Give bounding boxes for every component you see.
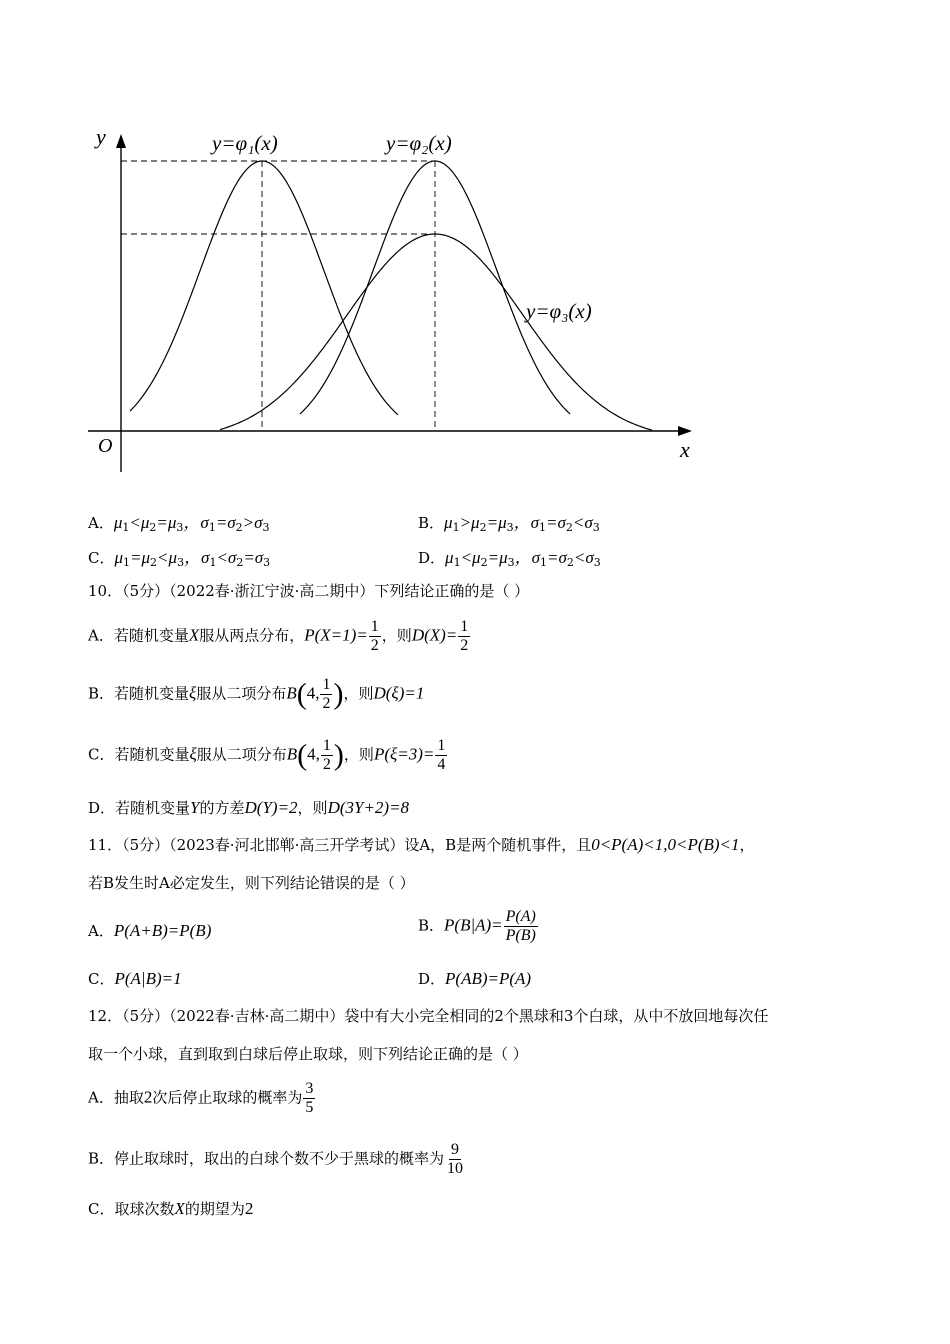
frac-den: 2 [370, 637, 379, 654]
subscript: 3 [507, 556, 515, 569]
math-symbol: >σ [242, 513, 263, 532]
curve1-label: y=φ₁(x) [212, 131, 278, 155]
q12-a-post: 次后停止取球的概率为 [152, 1088, 303, 1107]
math-symbol: μ [444, 513, 453, 532]
q10-b-frac [320, 676, 332, 713]
q10-c-n: 4, [307, 744, 320, 764]
q9-option-d [418, 543, 601, 569]
q10-a-mid: 服从两点分布， [199, 626, 305, 645]
math-symbol: ，σ [183, 513, 209, 532]
frac-num: 9 [451, 1141, 460, 1158]
q12-c-var: X [174, 1199, 185, 1218]
frac-num: 1 [460, 618, 469, 635]
subscript: 2 [235, 521, 243, 534]
subscript: 3 [177, 556, 185, 569]
q10-a-p: P(X=1)= [304, 625, 368, 645]
q10-d-mid: 的方差 [199, 799, 245, 817]
subscript: 1 [122, 521, 130, 534]
q12-a-n: 2 [143, 1087, 153, 1107]
q10-a-frac [369, 618, 381, 655]
math-symbol: ，σ [514, 548, 540, 567]
q12-b-pre: B．停止取球时，取出的白球个数不少于黑球的概率为 [88, 1149, 445, 1168]
paren-left: ( [297, 738, 308, 772]
x-axis-arrow [678, 426, 692, 436]
q12-a-frac [303, 1080, 315, 1117]
math-symbol: =μ [156, 513, 177, 532]
origin-label: O [98, 435, 113, 457]
q10-option-a [88, 618, 471, 655]
subscript: 2 [480, 556, 488, 569]
q11-stem1: 11．（5分）（2023春·河北邯郸·高三开学考试）设A，B是两个随机事件，且 [88, 836, 592, 854]
q10-c-mid: 服从二项分布 [196, 745, 287, 764]
frac-den: 2 [322, 756, 331, 773]
q12-stem-line1: 12．（5分）（2022春·吉林·高二期中）袋中有大小完全相同的2个黑球和3个白球，从中不放回地每次任 [88, 1007, 769, 1025]
q11-b-lhs: P(B|A)= [444, 915, 503, 935]
q10-option-c [88, 737, 448, 774]
option-label: B． [418, 514, 445, 532]
q10-a-d: D(X)= [411, 625, 458, 645]
math-symbol: <σ [572, 513, 593, 532]
q10-b-then: ，则 [343, 684, 374, 703]
frac-den: 4 [437, 756, 446, 773]
q10-c-frac [321, 737, 333, 774]
q10-d-var: Y [190, 798, 200, 817]
q10-a-frac2 [458, 618, 470, 655]
subscript: 3 [592, 521, 600, 534]
frac-num: 1 [370, 618, 379, 635]
subscript: 2 [479, 521, 487, 534]
subscript: 1 [540, 556, 547, 569]
q11-option-b [418, 908, 539, 945]
option-label: C． [88, 549, 115, 567]
subscript: 2 [149, 521, 157, 534]
math-symbol: <σ [216, 548, 237, 567]
math-symbol: μ [113, 513, 123, 532]
subscript: 1 [453, 556, 461, 569]
math-symbol: μ [445, 548, 454, 567]
q11-a-expr: P(A+B)=P(B) [113, 921, 212, 940]
q10-a-var: X [188, 625, 200, 645]
q10-b-var: ξ [189, 683, 197, 703]
q10-a-then: ，则 [381, 626, 412, 645]
q12-a-pre: A．抽取 [88, 1088, 144, 1107]
math-symbol: =μ [487, 548, 508, 567]
q12-b-frac [445, 1141, 465, 1178]
subscript: 1 [123, 556, 131, 569]
frac-den: 10 [447, 1160, 464, 1177]
math-symbol: =σ [546, 513, 566, 532]
q9-option-c [88, 543, 270, 569]
math-symbol: =μ [130, 548, 151, 567]
option-label: D． [418, 549, 446, 567]
q11-stem-line2: 若B发生时A必定发生，则下列结论错误的是（ ） [88, 874, 415, 892]
q11-c-label: C． [88, 970, 115, 988]
curve3-label: y=φ₃(x) [526, 299, 592, 323]
q10-c-pre: C．若随机变量 [88, 745, 190, 764]
curve-phi3 [220, 234, 652, 430]
math-symbol: ，σ [184, 548, 210, 567]
q11-c-expr: P(A|B)=1 [114, 969, 182, 988]
q12-option-c [88, 1198, 253, 1219]
q12-option-a [88, 1080, 316, 1117]
q10-c-p: P(ξ=3)= [373, 744, 435, 764]
q10-option-b [88, 676, 424, 713]
subscript: 3 [176, 521, 184, 534]
x-axis-label: x [680, 437, 690, 462]
math-symbol: <μ [129, 513, 150, 532]
frac-num: 1 [437, 737, 446, 754]
q10-b-pre: B．若随机变量 [88, 684, 190, 703]
y-axis-label: y [96, 124, 106, 149]
q11-option-d [418, 968, 531, 989]
curve2-label: y=φ₂(x) [386, 131, 452, 155]
subscript: 3 [262, 521, 270, 534]
q11-stem-line1 [88, 834, 755, 855]
math-symbol: μ [114, 548, 124, 567]
option-label: A． [88, 514, 114, 532]
q9-option-b [418, 508, 600, 534]
q10-b-mid: 服从二项分布 [196, 684, 287, 703]
q10-b-n: 4, [306, 683, 320, 703]
q11-option-a [88, 920, 211, 941]
q12-option-b [88, 1141, 466, 1178]
subscript: 1 [209, 556, 217, 569]
q11-d-label: D． [418, 970, 446, 988]
frac-den: 5 [305, 1099, 314, 1116]
q12-c-val: 2 [244, 1199, 254, 1218]
math-symbol: <σ [573, 548, 594, 567]
math-symbol: >μ [459, 513, 480, 532]
q10-c-then: ，则 [343, 745, 374, 764]
frac-num: 1 [322, 676, 331, 693]
subscript: 2 [565, 521, 573, 534]
q11-b-label: B． [418, 916, 445, 935]
y-axis-arrow [116, 134, 126, 148]
frac-num: 3 [305, 1080, 314, 1097]
subscript: 3 [593, 556, 601, 569]
q10-d-pre: D．若随机变量 [88, 799, 191, 817]
subscript: 3 [263, 556, 271, 569]
q10-a-pre: A．若随机变量 [88, 626, 189, 645]
q10-b-dist: B [286, 683, 297, 703]
subscript: 1 [208, 521, 216, 534]
subscript: 1 [539, 521, 546, 534]
q10-c-dist: B [286, 744, 298, 764]
paren-left: ( [296, 677, 307, 711]
paren-right: ) [333, 677, 344, 711]
math-symbol: =σ [215, 513, 236, 532]
subscript: 2 [236, 556, 244, 569]
normal-curves-figure [80, 110, 720, 480]
subscript: 2 [150, 556, 158, 569]
q11-b-frac [504, 908, 538, 945]
math-symbol: <μ [157, 548, 178, 567]
subscript: 1 [452, 521, 460, 534]
q10-stem: 10．（5分）（2022春·浙江宁波·高二期中）下列结论正确的是（ ） [88, 582, 530, 600]
subscript: 2 [566, 556, 574, 569]
q10-option-d [88, 797, 409, 818]
q11-a-label: A． [88, 922, 114, 940]
frac-den: 2 [460, 637, 469, 654]
math-symbol: =μ [486, 513, 507, 532]
q11-option-c [88, 968, 182, 989]
q10-d-eq: D(Y)=2 [244, 798, 298, 817]
frac-num: 1 [322, 737, 331, 754]
paren-right: ) [333, 738, 344, 772]
curve-phi1 [130, 161, 398, 415]
subscript: 3 [506, 521, 514, 534]
q9-option-a [88, 508, 270, 534]
q12-c-pre: C．取球次数 [88, 1200, 175, 1218]
math-symbol: =σ [243, 548, 264, 567]
q11-comma: ， [739, 836, 755, 854]
frac-num: P(A) [505, 908, 536, 925]
math-symbol: <μ [460, 548, 481, 567]
q10-d-then: ，则 [297, 799, 328, 817]
q10-b-res: D(ξ)=1 [373, 683, 425, 703]
q11-d-expr: P(AB)=P(A) [445, 969, 532, 988]
math-symbol: ，σ [513, 513, 539, 532]
q10-c-rfrac [435, 737, 447, 774]
q11-cond: 0<P(A)<1,0<P(B)<1 [591, 835, 740, 854]
q12-stem-line2: 取一个小球，直到取到白球后停止取球，则下列结论正确的是（ ） [88, 1045, 528, 1063]
frac-den: P(B) [505, 927, 536, 944]
q10-c-var: ξ [189, 744, 197, 764]
frac-den: 2 [322, 695, 331, 712]
q10-d-res: D(3Y+2)=8 [327, 798, 410, 817]
q12-c-post: 的期望为 [184, 1200, 245, 1218]
math-symbol: =σ [547, 548, 567, 567]
